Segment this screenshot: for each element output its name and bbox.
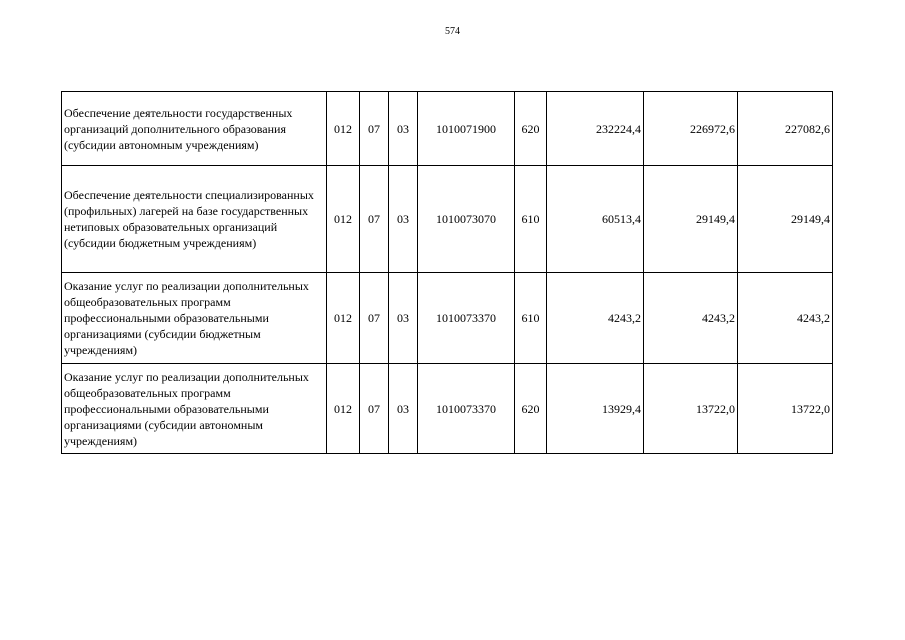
row-description: Обеспечение деятельности специализированных (профильных) лагерей на базе государственных нетиповых образовательных организаций (субсидии бюджетным учреждениям) (62, 166, 327, 273)
subsection-code: 03 (389, 92, 418, 166)
amount-year-3: 13722,0 (738, 364, 833, 454)
section-code: 07 (360, 92, 389, 166)
ministry-code: 012 (327, 364, 360, 454)
amount-year-3: 4243,2 (738, 273, 833, 364)
amount-year-3: 227082,6 (738, 92, 833, 166)
row-description: Оказание услуг по реализации дополнительных общеобразовательных программ профессиональными образовательными организациями (субсидии автономным учреждениям) (62, 364, 327, 454)
row-description: Обеспечение деятельности государственных организаций дополнительного образования (субсидии автономным учреждениям) (62, 92, 327, 166)
ministry-code: 012 (327, 273, 360, 364)
section-code: 07 (360, 364, 389, 454)
amount-year-2: 13722,0 (644, 364, 738, 454)
budget-table (61, 91, 833, 454)
amount-year-1: 13929,4 (547, 364, 644, 454)
section-code: 07 (360, 273, 389, 364)
ministry-code: 012 (327, 92, 360, 166)
target-article-code: 1010073370 (418, 364, 515, 454)
target-article-code: 1010071900 (418, 92, 515, 166)
amount-year-1: 60513,4 (547, 166, 644, 273)
table-row (62, 92, 833, 166)
row-description: Оказание услуг по реализации дополнительных общеобразовательных программ профессиональными образовательными организациями (субсидии бюджетным учреждениям) (62, 273, 327, 364)
section-code: 07 (360, 166, 389, 273)
expense-type-code: 620 (515, 364, 547, 454)
ministry-code: 012 (327, 166, 360, 273)
subsection-code: 03 (389, 166, 418, 273)
subsection-code: 03 (389, 273, 418, 364)
expense-type-code: 620 (515, 92, 547, 166)
target-article-code: 1010073070 (418, 166, 515, 273)
amount-year-1: 4243,2 (547, 273, 644, 364)
amount-year-2: 29149,4 (644, 166, 738, 273)
target-article-code: 1010073370 (418, 273, 515, 364)
amount-year-3: 29149,4 (738, 166, 833, 273)
table-row (62, 273, 833, 364)
table-row (62, 364, 833, 454)
amount-year-2: 226972,6 (644, 92, 738, 166)
expense-type-code: 610 (515, 273, 547, 364)
table-row (62, 166, 833, 273)
amount-year-2: 4243,2 (644, 273, 738, 364)
subsection-code: 03 (389, 364, 418, 454)
expense-type-code: 610 (515, 166, 547, 273)
page-number: 574 (445, 26, 460, 37)
amount-year-1: 232224,4 (547, 92, 644, 166)
